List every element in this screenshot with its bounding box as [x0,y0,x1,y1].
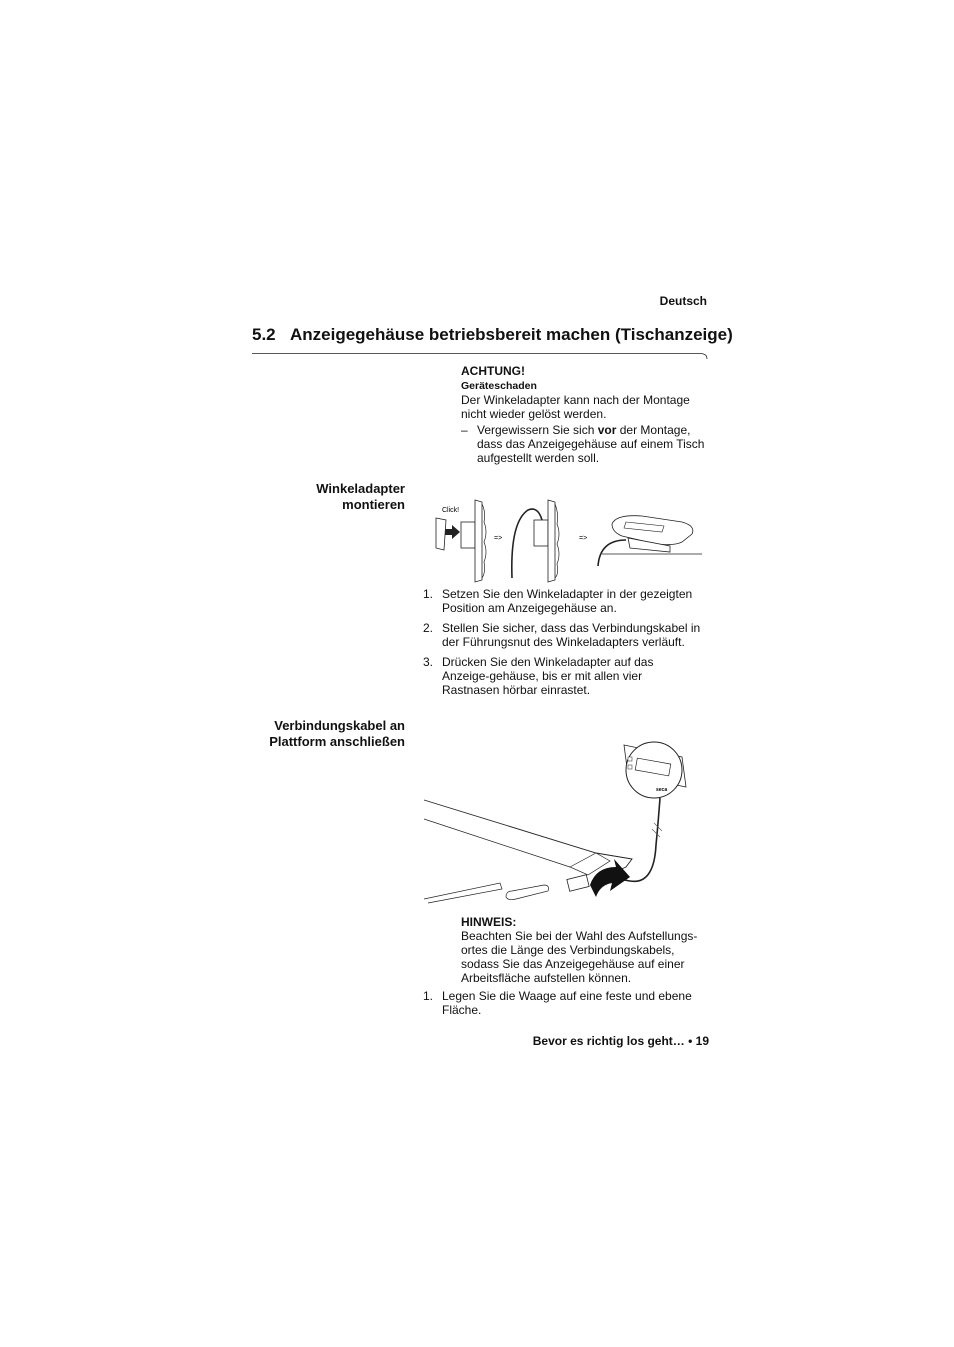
caution-bullet: – Vergewissern Sie sich vor der Montage, dass das Anzeigegehäuse auf einem Tisch aufgestellt werden soll. [461,423,705,465]
caution-sublabel: Geräteschaden [461,380,537,392]
bullet-dash: – [461,423,468,437]
language-label: Deutsch [659,294,707,308]
connect-heading: Verbindungskabel an Plattform anschließen [269,718,405,749]
click-label: Click! [442,507,460,514]
caution-bold-word: vor [597,423,617,437]
arrow2-label: => [579,535,588,542]
mount-steps [420,587,710,703]
note-block [461,915,713,985]
section-title-text: Anzeigegehäuse betriebsbereit machen (Tischanzeige) [290,325,733,344]
list-item: 1. Setzen Sie den Winkeladapter in der gezeigten Position am Anzeigegehäuse an. [423,587,693,615]
note-text: Beachten Sie bei der Wahl des Aufstellungs-ortes die Länge des Verbindungskabels, sodass Sie das Anzeigegehäuse auf einer Arbeitsfläche aufstellen können. [461,929,698,985]
caution-block [461,364,713,465]
mount-figure [420,492,710,584]
section-number: 5.2 [252,325,276,344]
list-item: 3. Drücken Sie den Winkeladapter auf das Anzeige-gehäuse, bis er mit allen vier Rastnasen hörbar einrastet. [423,655,654,697]
caution-text: Der Winkeladapter kann nach der Montage nicht wieder gelöst werden. [461,393,690,421]
mount-heading: Winkeladapter montieren [316,481,405,512]
page-footer: Bevor es richtig los geht… • 19 [532,1034,709,1048]
note-label: HINWEIS: [461,915,517,929]
connect-steps [420,989,710,1023]
list-item: 2. Stellen Sie sicher, dass das Verbindungskabel in der Führungsnut des Winkeladapters verläuft. [423,621,701,649]
section-rule [252,348,708,360]
seca-logo: seca [656,787,668,793]
list-item: 1. Legen Sie die Waage auf eine feste und ebene Fläche. [423,989,692,1017]
arrow1-label: => [494,535,503,542]
connect-figure [420,735,710,905]
caution-label: ACHTUNG! [461,364,525,378]
section-title [252,325,733,345]
